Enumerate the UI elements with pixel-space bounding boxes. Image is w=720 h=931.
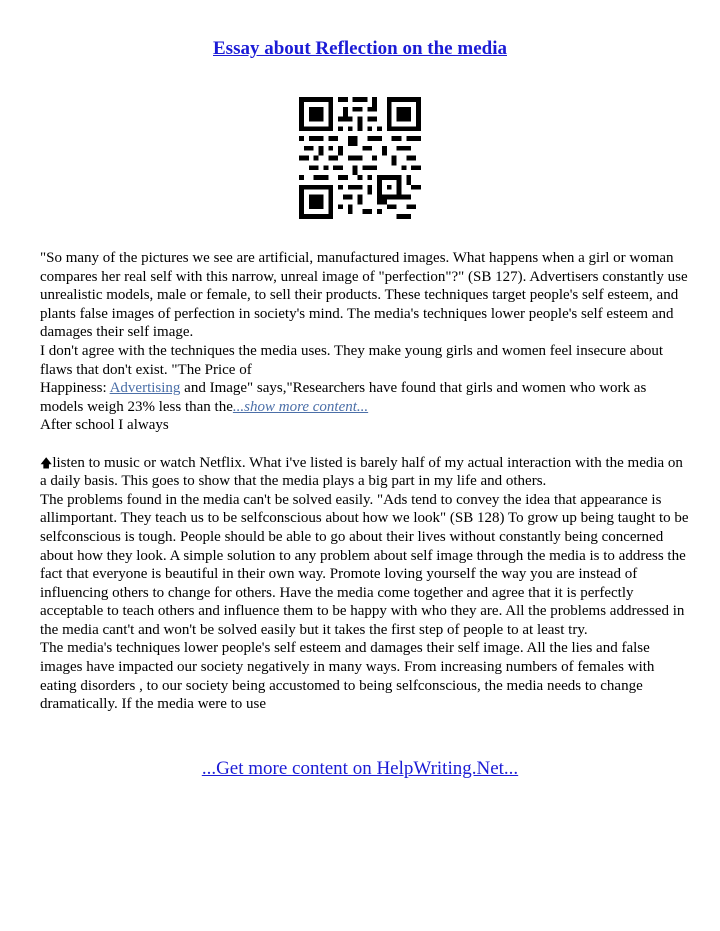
paragraph-5: The problems found in the media can't be solved easily. "Ads tend to convey the idea that appearance is allimportant. They teach us to be selfconscious about how we look" (SB 128) To grow up being taught to be selfconscious is tough. People should be able to go about their lives without constantly being concerned about how they look. A simple solution to any problem about self image through the media is to address the fact that everyone is beautiful in their own way. Promote loving yourself the way you are instead of influencing others to change for others. Have the media come together and agree that it is perfectly acceptable to teach others and influence them to be happy with who they are. All the problems addressed in the media cant't and won't be solved easily but it takes the first step of people to at least try. bbox=[40, 491, 689, 638]
essay-body bbox=[40, 249, 690, 714]
document-title[interactable]: Essay about Reflection on the media bbox=[213, 38, 507, 59]
paragraph-6: The media's techniques lower people's self esteem and damages their self image. All the lies and false images have impacted our society negatively in many ways. From increasing numbers of females with eating disorders , to our society being accustomed to being selfconscious, the media needs to change dramatically. If the media were to use bbox=[40, 640, 655, 713]
paragraph-3: After school I always bbox=[40, 417, 169, 434]
paragraph-1: "So many of the pictures we see are artificial, manufactured images. What happens when a girl or woman compares her real self with this narrow, unreal image of "perfection"?" (SB 127). Advertisers constantly use unrealistic models, male or female, to sell their products. These techniques target people's self esteem, and plants false images of perfection in society's mind. The media's techniques lower people's self esteem and damages their self image. bbox=[40, 250, 688, 341]
paragraph-2b-end: and Image" says,"Researchers have found that girls and women who work as models weigh 23% less than the bbox=[40, 380, 647, 415]
paragraph-2b bbox=[40, 379, 690, 416]
show-more-link[interactable]: ...show more content... bbox=[232, 398, 369, 415]
advertising-link[interactable]: Advertising bbox=[109, 380, 181, 397]
paragraph-2: I don't agree with the techniques the media uses. They make young girls and women feel insecure about flaws that don't exist. "The Price of bbox=[40, 342, 664, 378]
qr-code bbox=[299, 97, 421, 219]
up-arrow-icon: 🡅 bbox=[40, 455, 53, 470]
paragraph-4-text: listen to music or watch Netflix. What i've listed is barely half of my actual interaction with the media on a daily basis. This goes to show that the media plays a big part in my life and others. bbox=[40, 454, 683, 490]
paragraph-2b-start: Happiness: bbox=[40, 380, 110, 397]
get-more-content-link[interactable]: ...Get more content on HelpWriting.Net... bbox=[201, 758, 519, 779]
paragraph-4 bbox=[40, 454, 690, 491]
